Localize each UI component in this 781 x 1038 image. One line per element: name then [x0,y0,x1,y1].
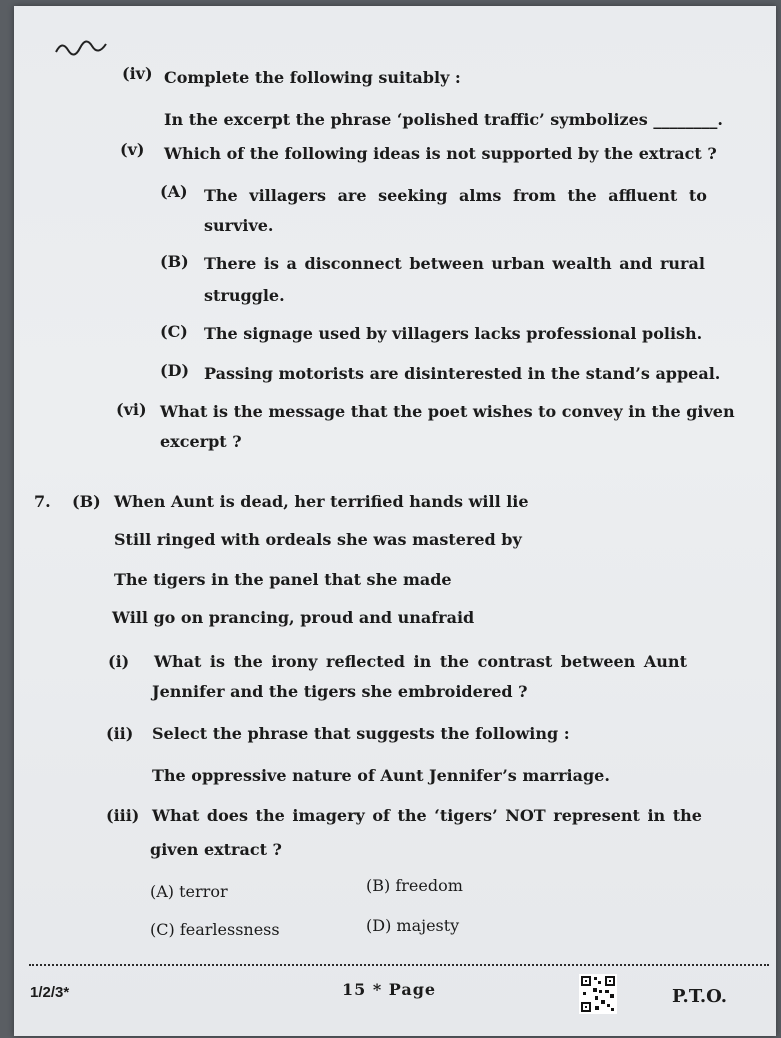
question-7-iii-text: What does the imagery of the ‘tigers’ NOT represent in the [152,806,702,825]
option-v-b-text: There is a disconnect between urban wealth and rural [204,254,705,273]
question-vi-text: What is the message that the poet wishes to convey in the given [160,402,735,421]
question-7-ii-text: Select the phrase that suggests the following : [152,724,570,743]
question-7-iii-cont: given extract ? [150,840,282,859]
question-7-i-text: What is the irony reflected in the contrast between Aunt [154,652,687,671]
qr-code-icon [579,974,617,1014]
squiggle-mark-icon [54,36,114,58]
question-7-label: (B) [72,492,101,511]
paper-code: 1/2/3* [30,984,70,1001]
exam-page [14,6,776,1036]
question-iv-text: Complete the following suitably : [164,68,461,87]
page-number: 15 * Page [342,980,437,999]
option-v-c-text: The signage used by villagers lacks professional polish. [204,324,703,343]
option-7-a: (A) terror [150,882,228,901]
poem-line-1: When Aunt is dead, her terrified hands will lie [114,492,529,511]
option-7-b: (B) freedom [366,876,463,895]
question-7-i-number: (i) [108,652,130,671]
question-iv-number: (iv) [122,64,153,83]
question-v-number: (v) [120,140,145,159]
option-v-a-text: The villagers are seeking alms from the affluent to [204,186,707,205]
option-7-c: (C) fearlessness [150,920,280,939]
poem-line-4: Will go on prancing, proud and unafraid [112,608,475,627]
question-7-i-cont: Jennifer and the tigers she embroidered ? [152,682,528,701]
question-7-number: 7. [34,492,51,511]
question-7-ii-number: (ii) [106,724,134,743]
question-v-text: Which of the following ideas is not supported by the extract ? [164,144,717,163]
poem-line-2: Still ringed with ordeals she was mastered by [114,530,522,549]
option-v-a-cont: survive. [204,216,274,235]
question-vi-cont: excerpt ? [160,432,242,451]
option-v-d-text: Passing motorists are disinterested in the stand’s appeal. [204,364,721,383]
option-v-c-label: (C) [160,322,188,341]
option-v-b-cont: struggle. [204,286,285,305]
footer-divider [29,964,769,966]
question-7-iii-number: (iii) [106,806,140,825]
option-v-b-label: (B) [160,252,189,271]
poem-line-3: The tigers in the panel that she made [114,570,452,589]
please-turn-over: P.T.O. [672,986,728,1007]
question-iv-line-2: In the excerpt the phrase ‘polished traffic’ symbolizes ________. [164,110,723,129]
option-v-a-label: (A) [160,182,188,201]
option-7-d: (D) majesty [366,916,460,935]
question-vi-number: (vi) [116,400,147,419]
option-v-d-label: (D) [160,361,190,380]
question-7-ii-cont: The oppressive nature of Aunt Jennifer’s marriage. [152,766,610,785]
